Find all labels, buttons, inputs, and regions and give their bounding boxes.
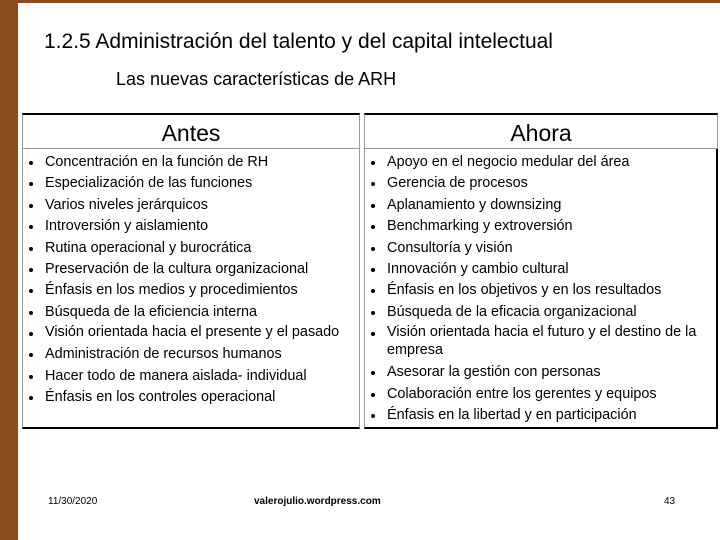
ahora-list-item: Búsqueda de la eficacia organizacional	[387, 302, 716, 323]
footer-date: 11/30/2020	[48, 496, 98, 507]
antes-list-item: Búsqueda de la eficiencia interna	[45, 302, 359, 323]
ahora-list-item: Visión orientada hacia el futuro y el destino de la empresa	[387, 323, 716, 362]
column-ahora	[364, 113, 718, 429]
ahora-list-item: Innovación y cambio cultural	[387, 259, 716, 280]
antes-list-item: Visión orientada hacia el presente y el pasado	[45, 323, 359, 344]
column-body-ahora	[364, 149, 718, 429]
antes-list-item: Varios niveles jerárquicos	[45, 195, 359, 216]
antes-list-item: Preservación de la cultura organizacional	[45, 259, 359, 280]
slide-title: 1.2.5 Administración del talento y del capital intelectual	[44, 30, 553, 53]
ahora-list-item: Asesorar la gestión con personas	[387, 362, 716, 383]
antes-list-item: Énfasis en los controles operacional	[45, 387, 359, 408]
ahora-list-item: Aplanamiento y downsizing	[387, 195, 716, 216]
ahora-list-item: Colaboración entre los gerentes y equipos	[387, 384, 716, 405]
column-body-antes	[22, 149, 360, 429]
antes-list	[23, 152, 359, 408]
slide-subtitle: Las nuevas características de ARH	[116, 69, 397, 89]
ahora-list-item: Énfasis en los objetivos y en los resultados	[387, 280, 716, 301]
accent-top-rule	[0, 0, 720, 3]
ahora-list-item: Apoyo en el negocio medular del área	[387, 152, 716, 173]
footer-page-number: 43	[664, 496, 676, 507]
column-antes	[22, 113, 360, 429]
ahora-list-item: Consultoría y visión	[387, 238, 716, 259]
ahora-list-item: Énfasis en la libertad y en participación	[387, 405, 716, 426]
antes-list-item: Administración de recursos humanos	[45, 344, 359, 365]
antes-list-item: Hacer todo de manera aislada- individual	[45, 366, 359, 387]
ahora-list-item: Gerencia de procesos	[387, 173, 716, 194]
ahora-list-item: Benchmarking y extroversión	[387, 216, 716, 237]
footer-site: valerojulio.wordpress.com	[254, 496, 381, 507]
column-header-ahora: Ahora	[364, 113, 718, 149]
antes-list-item: Concentración en la función de RH	[45, 152, 359, 173]
antes-list-item: Introversión y aislamiento	[45, 216, 359, 237]
column-header-antes: Antes	[22, 113, 360, 149]
antes-list-item: Especialización de las funciones	[45, 173, 359, 194]
ahora-list	[365, 152, 716, 426]
antes-list-item: Rutina operacional y burocrática	[45, 238, 359, 259]
accent-sidebar	[0, 0, 18, 540]
comparison-table	[22, 113, 718, 429]
antes-list-item: Énfasis en los medios y procedimientos	[45, 280, 359, 301]
